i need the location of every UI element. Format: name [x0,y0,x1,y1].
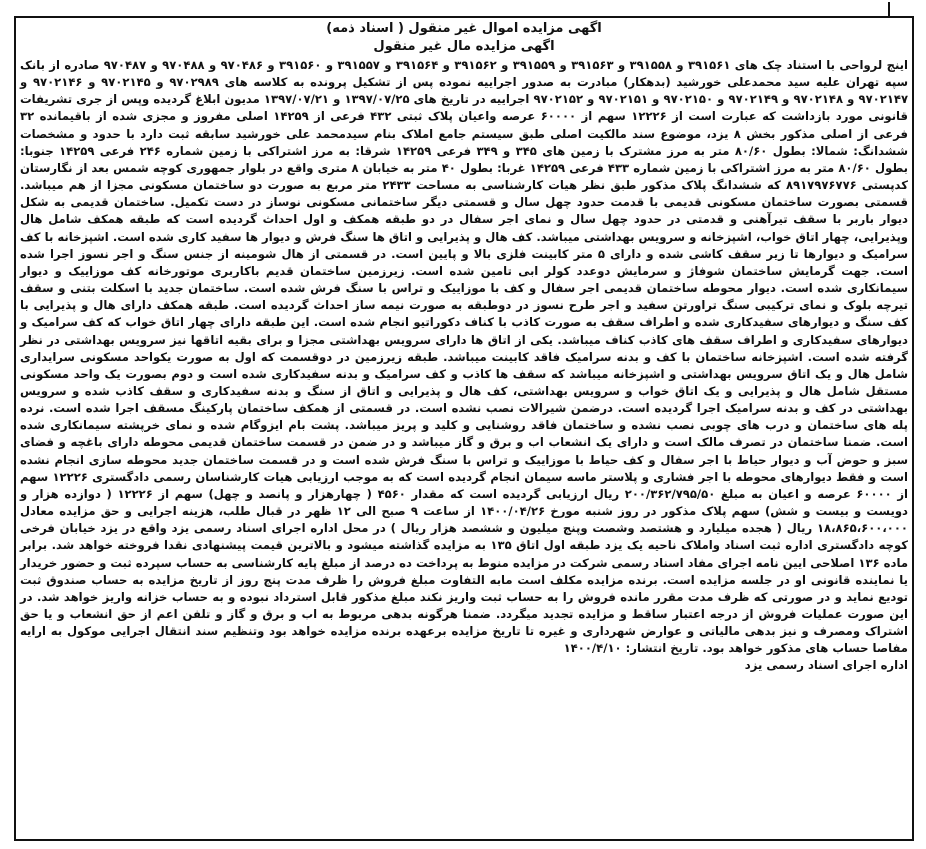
notice-subtitle: اگهی مزایده مال غیر منقول [373,39,555,54]
notice-body-paragraph: اینج لرواحی با استناد چک های ۳۹۱۵۶۱ و ۳۹۱۵۵۸ و ۳۹۱۵۶۳ و ۳۹۱۵۵۹ و ۳۹۱۵۶۲ و ۳۹۱۵۶۴ و ۳۹۱۵۵۷ و ۳۹۱۵۶۰ و ۹۷۰۴۸۶ و ۹۷۰۴۸۸ و ۹۷۰۴۸۷ صادره از بانک سپه تهران علیه سید محمدعلی خورشید (بدهکار) مبادرت به صدور اجراییه نموده پس از تشکیل پرونده به کلاسه های ۹۷۰۲۹۸۹ و ۹۷۰۲۱۴۵ و ۹۷۰۲۱۴۶ و ۹۷۰۲۱۴۷ و ۹۷۰۲۱۴۸ و ۹۷۰۲۱۴۹ و ۹۷۰۲۱۵۰ و ۹۷۰۲۱۵۱ و ۹۷۰۲۱۵۲ اجراییه در تاریخ های ۱۳۹۷/۰۷/۲۵ و ۱۳۹۷/۰۷/۲۱ مدیون ابلاغ گردیده وپس از جری تشریفات قانونی مورد بازداشت که عبارت است از ۱۲۲۲۶ سهم از ۶۰۰۰۰ عرصه واعیان پلاک ثبتی ۴۳۲ فرعی از ۱۴۲۵۹ اصلی مفروز و مجزی شده از باقیمانده ۳۲ فرعی از اصلی مذکور بخش ۸ یزد، موضوع سند مالکیت اصلی طبق سیستم جامع املاک بنام سیدمحمد علی خورشید سابقه ثبت دارد با حدود و مشخصات ششدانگ: شمالا: بطول ۸۰/۶۰ متر به مرز مشترک با زمین های ۳۴۵ و ۳۴۹ فرعی ۱۴۲۵۹ شرقا: به مرز اشتراکی با زمین شماره ۲۴۶ فرعی ۱۴۲۵۹ جنوبا: بطول ۸۰/۶۰ متر به مرز اشتراکی با زمین شماره ۴۳۳ فرعی ۱۴۲۵۹ غربا: بطول ۴۰ متر به خیابان ۸ متری واقع در بلوار جمهوری کوچه شمس بعد از نگارستان کدپستی ۸۹۱۷۹۷۶۷۷۶ که ششدانگ پلاک مذکور طبق نظر هیات کارشناسی به مساحت ۲۴۳۳ متر مربع به صورت دو ساختمان مسکونی مجزا از هم میباشد. قسمتی بصورت ساختمان مسکونی قدیمی با قدمت حدود چهل سال و قسمتی دیگر ساختمانی مسکونی نوساز در دست تکمیل. ساختمان قدیمی به شکل دیوار باربر با سقف تیرآهنی و قدمتی در حدود چهل سال و نمای اجر سفال در دو طبقه همکف و اول احداث گردیده است که طبقه همکف شامل هال وپذیرایی، چهار اتاق خواب، اشپزخانه و سرویس بهداشتی میباشد. کف هال و پذیرایی و اتاق ها سنگ فرش و دیوار ها سفید کاری شده است. اشپزخانه با کف سرامیک و دیوارها تا زیر سقف کاشی شده و دارای ۵ متر کابینت فلزی بالا و پایین است. در قسمتی از هال شومینه از جنس سنگ و اجر نسوز اجرا شده است. جهت گرمایش ساختمان شوفاژ و سرمایش دوعدد کولر ابی تامین شده است. زیرزمین ساختمان قدیم باکاربری موتورخانه کف موزاییک و دیوار سیمانکاری شده است. دیوار محوطه ساختمان قدیمی اجر سفال و کف با موزاییک و تراس با سنگ فرش شده است. ساختمان جدید با اسکلت بتنی و سقف تیرچه بلوک و نمای ترکیبی سنگ تراورتن سفید و اجر طرح نسوز در دوطبقه به صورت نیمه ساز احداث گردیده است. طبقه همکف دارای هال و پذیرایی با کف سنگ و دیوارهای سفیدکاری شده و اطراف سقف به صورت کاذب با کناف دکوراتیو انجام شده است. این طبقه دارای چهار اتاق خواب که کف سرامیک و دیوارهای سفیدکاری و اطراف سقف های کاذب کناف میباشد. یکی از اتاق ها دارای سرویس بهداشتی مجزا و برای بقیه اتاقها نیز سرویس بهداشتی در نظر گرفته شده است. اشپزخانه ساختمان با کف و بدنه سرامیک فاقد کابینت میباشد. طبقه زیرزمین در دوقسمت که اول به صورت یکواحد مسکونی سرایداری شامل هال و یک اتاق سرویس بهداشتی و اشپزخانه میباشد که سقف ها کاذب و کف سرامیک و بدنه سفیدکاری شده است و دوم بصورت یک واحد مسکونی مستقل شامل هال و پذیرایی و یک اتاق خواب و سرویس بهداشتی، کف هال و پذیرایی و اتاق از سنگ و بدنه سفیدکاری و سقف کاذب شده و سرویس بهداشتی در کف و بدنه سرامیک اجرا گردیده است. درضمن شیرالات نصب نشده است. در قسمتی از همکف ساختمان پارکینگ مسقف اجرا شده است. نرده پله های ساختمان و درب های چوبی نصب نشده و ساختمان فاقد روشنایی و کلید و پریز میباشد. پشت بام ایزوگام شده و نمای خرپشته سیمانکاری شده است. ضمنا ساختمان در تصرف مالک است و دارای یک انشعاب اب و برق و گاز میباشد و در ضمن در قسمت ساختمان قدیمی محوطه دارای باغچه و فضای سبز و حوض آب و دیوار حیاط با اجر سفال و کف حیاط با موزاییک و تراس با سنگ فرش شده است و در قسمت ساختمان جدید محوطه سازی انجام نشده است و فقط دیوارهای محوطه با اجر فشاری و پلاستر ماسه سیمان انجام گردیده است که به موجب ارزیابی هیات کارشناسان رسمی دادگستری ۱۲۲۲۶ سهم از ۶۰۰۰۰ عرصه و اعیان به مبلغ ۲۰۰/۳۶۲/۷۹۵/۵۰ ریال ارزیابی گردیده است که مقدار ۴۵۶۰ ( چهارهزار و پانصد و چهل) سهم از ۱۲۲۲۶ ( دوازده هزار و دویست و بیست و شش) سهم پلاک مذکور در روز شنبه مورخ ۱۴۰۰/۰۴/۲۶ از ساعت ۹ صبح الی ۱۲ ظهر در قبال طلب، هزینه اجرایی و حق مزایده معادل ۱۸،۸۶۵،۶۰۰،۰۰۰ ریال ( هجده میلیارد و هشتصد وشصت وپنج میلیون و ششصد هزار ریال ) در محل اداره اجرای اسناد رسمی یزد واقع در یزد خیابان فرخی کوچه دادگستری اداره ثبت اسناد واملاک ناحیه یک یزد طبقه اول اتاق ۱۳۵ به مزایده گذاشته میشود و بالاترین قیمت پیشنهادی نقدا فروخته خواهد شد. برابر ماده ۱۳۶ اصلاحی ایین نامه اجرای مفاد اسناد رسمی شرکت در مزایده منوط به پرداخت ده درصد از مبلغ پایه کارشناسی به حساب سپرده ثبت و حضور خریدار یا نماینده قانونی او در جلسه مزایده است. برنده مزایده مکلف است مابه التفاوت مبلغ فروش را ظرف مدت پنج روز از تاریخ مزایده به حساب صندوق ثبت تودیع نماید و در صورتی که ظرف مدت مقرر مانده فروش را به حساب ثبت واریز نکند مبلغ مذکور قابل استرداد نبوده و به حساب خزانه واریز خواهد شد. در این صورت عملیات فروش از درجه اعتبار ساقط و مزایده تجدید میگردد. ضمنا هرگونه بدهی مربوط به اب و برق و گاز و تلفن اعم از حق انشعاب و یا حق اشتراک ومصرف و نیز بدهی مالیاتی و عوارض شهرداری و غیره تا تاریخ مزایده برعهده برنده مزایده خواهد بود وتنظیم سند انتقال اجرایی موکول به ارایه مفاصا حساب های مذکور خواهد بود. تاریخ انتشار: ۱۴۰۰/۴/۱۰ [20,58,909,656]
notice-footer: اداره اجرای اسناد رسمی یزد [744,658,908,673]
notice-title: اگهی مزایده اموال غیر منقول ( اسناد ذمه) [326,21,602,36]
notice-body [20,57,908,675]
